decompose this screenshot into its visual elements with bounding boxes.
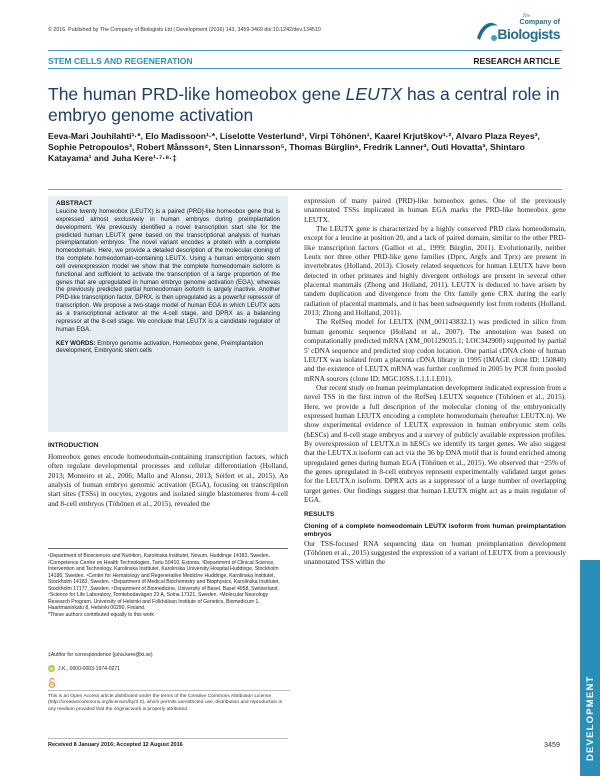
article-type: RESEARCH ARTICLE	[473, 56, 560, 66]
page-number: 3459	[544, 740, 560, 749]
open-access-lock-icon	[48, 678, 56, 688]
orcid-icon[interactable]: iD	[49, 666, 54, 671]
abstract-heading: ABSTRACT	[56, 200, 93, 207]
results-heading: RESULTS	[304, 511, 335, 519]
logo-swoosh-icon	[474, 18, 500, 44]
paragraph-4: Our recent study on human preimplantation development indicated expression from a novel TSS in the first intron of the RefSeq LEUTX sequence (Töhönen et al., 2015). Here, we provide a full description of the molecular cloning of the embryonically expressed human LEUTX encoding a complete homeodomain (hereafter LEUTX.n). We show experimental evidence of LEUTX expression in human embryonic stem cells (hESCs) and 8-cell stage embryos and a survey of publicly available expression profiles. By overexpression of LEUTX.n in hESCs we identify its target genes. We also suggest that the LEUTX.n isoform can act via the 36 bp DNA motif that is found enriched among upregulated genes during human EGA (Töhönen et al., 2015). We observed that ~25% of the genes upregulated in 8-cell embryos represent experimentally validated target genes for the LEUTX.n isoform. DPRX acts as a suppressor of a large number of overlapping target genes. Our findings suggest that human LEUTX might act as a main regulator of EGA.	[304, 382, 566, 504]
title-text-start: The human PRD-like homeobox gene	[48, 84, 346, 104]
title-text-end: has a central role in embryo genome activation	[48, 84, 560, 125]
author-list: Eeva-Mari Jouhilahti¹·*, Elo Madissoon¹·*, Liselotte Vesterlund¹, Virpi Töhönen¹, Kaarel Krjutškov¹·², Alvaro Plaza Reyes³, Sophie Petropoulos³, Robert Månsson⁴, Sten Linnarsson⁵, Thomas Bürglin⁶, Fredrik Lanner³, Outi Hovatta³, Shintaro Katayama¹ and Juha Kere¹·⁷·⁸·‡	[48, 131, 540, 164]
right-column	[304, 196, 566, 567]
affiliations	[48, 548, 288, 618]
results-subheading: Cloning of a complete homeodomain LEUTX isoform from human preimplantation embryos	[304, 522, 566, 538]
abstract-text: Leucine twenty homeobox (LEUTX) is a paired (PRD)-like homeobox gene that is expressed almost exclusively in human embryos during preimplantation development. We previously identified a novel transcription start site for the predicted human LEUTX gene based on the transcriptional analysis of human preimplantation embryos. The novel variant encodes a protein with a complete homeodomain. Here, we provide a detailed description of the molecular cloning of the complete homeodomain-containing LEUTX. Using a human embryonic stem cell overexpression model we show that the complete homeodomain isoform is functional and sufficient to activate the transcription of a large proportion of the genes that are upregulated in human embryo genome activation (EGA), whereas the previously predicted partial homeodomain isoform is largely inactive. Another PRD-like transcription factor, DPRX, is then upregulated as a powerful repressor of transcription. We propose a two-stage model of human EGA in which LEUTX acts as a transcriptional activator at the 4-cell stage, and DPRX as a balancing repressor at the 8-cell stage. We conclude that LEUTX is a candidate regulator of human EGA.	[56, 208, 280, 333]
affiliation-text: ¹Department of Biosciences and Nutrition, Karolinska Institutet, Novum, Huddinge 14183, Sweden. ²Competence Centre on Health Technologies, Tartu 50410, Estonia. ³Department of Clinical Science, Intervention and Technology, Karolinska Institutet, Karolinska University Hospital Huddinge, Stockholm 14186, Sweden. ⁴Center for Hematology and Regenerative Medicine Huddinge, Karolinska Institutet, Stockholm 14183, Sweden. ⁵Department of Medical Biochemistry and Biophysics, Karolinska Institutet, Stockholm 17177, Sweden. ⁶Department of Biomedicine, University of Basel, Basel 4058, Switzerland. ⁷Science for Life Laboratory, Tomtebodavägen 23 A, Solna 17121, Sweden. ⁸Molecular Neurology Research Program, University of Helsinki and Folkhälsan Institute of Genetics, Biomedicum 1, Haartmaninkatu 8, Helsinki 00290, Finland.	[48, 553, 280, 611]
equal-contribution-note: *These authors contributed equally to this work	[48, 611, 154, 618]
section-divider	[48, 68, 562, 69]
paragraph-1: expression of many paired (PRD)-like homeobox genes. One of the previously unannotated TSSs implicated in human EGA marks the PRD-like homeobox gene LEUTX.	[304, 196, 566, 224]
publisher-logo	[474, 14, 560, 48]
abstract-box	[48, 196, 288, 432]
title-gene-name: LEUTX	[345, 84, 403, 104]
logo-text-the: The	[522, 14, 530, 19]
intro-heading: INTRODUCTION	[48, 442, 99, 449]
author-divider	[48, 189, 562, 190]
logo-text-company: Company of	[519, 19, 560, 26]
header-divider	[48, 50, 562, 51]
intro-text: Homeobox genes encode homeodomain-containing transcription factors, which often regulate developmental processes and cellular differentiation (Holland, 2013; Monteiro et al., 2006; Mallo and Alonso, 2013; Seifert et al., 2015). An analysis of human embryo genomic activation (EGA), focusing on transcription start sites (TSSs) in oocytes, zygotes and isolated single blastomeres from 4-cell and 8-cell embryos (Töhönen et al., 2015), revealed the	[48, 452, 288, 508]
keywords-label: KEY WORDS:	[56, 339, 96, 347]
paragraph-2: The LEUTX gene is characterized by a highly conserved PRD class homeodomain, except for a leucine at position 20, and a lack of paired domain, similar to the other PRD-like transcription factors (Galliot et al., 1999; Bürglin, 2011). Evolutionarily, neither Leutx nor three other PRD-like gene families (Dprx, Argfx and Tprx) are present in invertebrates (Holland, 2013). Closely related sequences for human LEUTX have been detected in other primates and highly divergent orthologs are present in several other placental mammals (Zhong and Holland, 2011). LEUTX is deduced to have arisen by tandem duplication and divergence from the Otx family gene CRX during the early radiation of placental mammals, and it has been subsequently lost from rodents (Holland, 2013; Zhong and Holland, 2011).	[304, 224, 566, 318]
section-label: STEM CELLS AND REGENERATION	[48, 56, 193, 66]
sidebar-label	[583, 565, 597, 765]
orcid-text: J.K., 0000-0003-1974-0271	[58, 665, 121, 672]
open-access-notice: This is an Open Access article distributed under the terms of the Creative Commons Attribution License (http://creativecommons.org/licenses/by/3.0), which permits unrestricted use, distribution and reproduction in any medium provided that the original work is properly attributed.	[48, 690, 290, 713]
journal-citation: © 2016. Published by The Company of Biologists Ltd | Development (2016) 143, 3459-3469 doi:10.1242/dev.134510	[48, 27, 321, 33]
keywords-text: Embryo genome activation, Homeobox gene, Preimplantation development, Embryonic stem cells	[56, 339, 264, 355]
received-dates: Received 8 January 2016; Accepted 12 August 2016	[48, 738, 288, 748]
paragraph-3: The RefSeq model for LEUTX (NM_001143832.1) was predicted in silico from human genomic sequence (Holland et al., 2007). The annotation was based on computationally predicted mRNA (XM_001129035.1; LOC342900) supported by partial 5' cDNA sequence and predicted stop codon location. One partial cDNA clone of human LEUTX was isolated from a placenta cDNA library in 1995 (IMAGE clone ID: 150840) and the existence of LEUTX mRNA was further confirmed in 2005 by PCR from pooled mRNA sources (clone ID: MGC10SS.1.1.L1.E01).	[304, 317, 566, 383]
orcid-line	[48, 665, 288, 672]
article-title	[48, 84, 568, 126]
keywords	[56, 340, 280, 356]
paragraph-5: Our TSS-focused RNA sequencing data on human preimplantation development (Töhönen et al., 2015) suggested the expression of a variant of LEUTX from a previously unannotated TSS within the	[304, 538, 566, 567]
correspondence-note: ‡Author for correspondence (juha.kere@ki.se)	[48, 652, 153, 658]
logo-text-biologists: Biologists	[497, 26, 560, 42]
sidebar-label-text: DEVELOPMENT	[585, 675, 596, 761]
